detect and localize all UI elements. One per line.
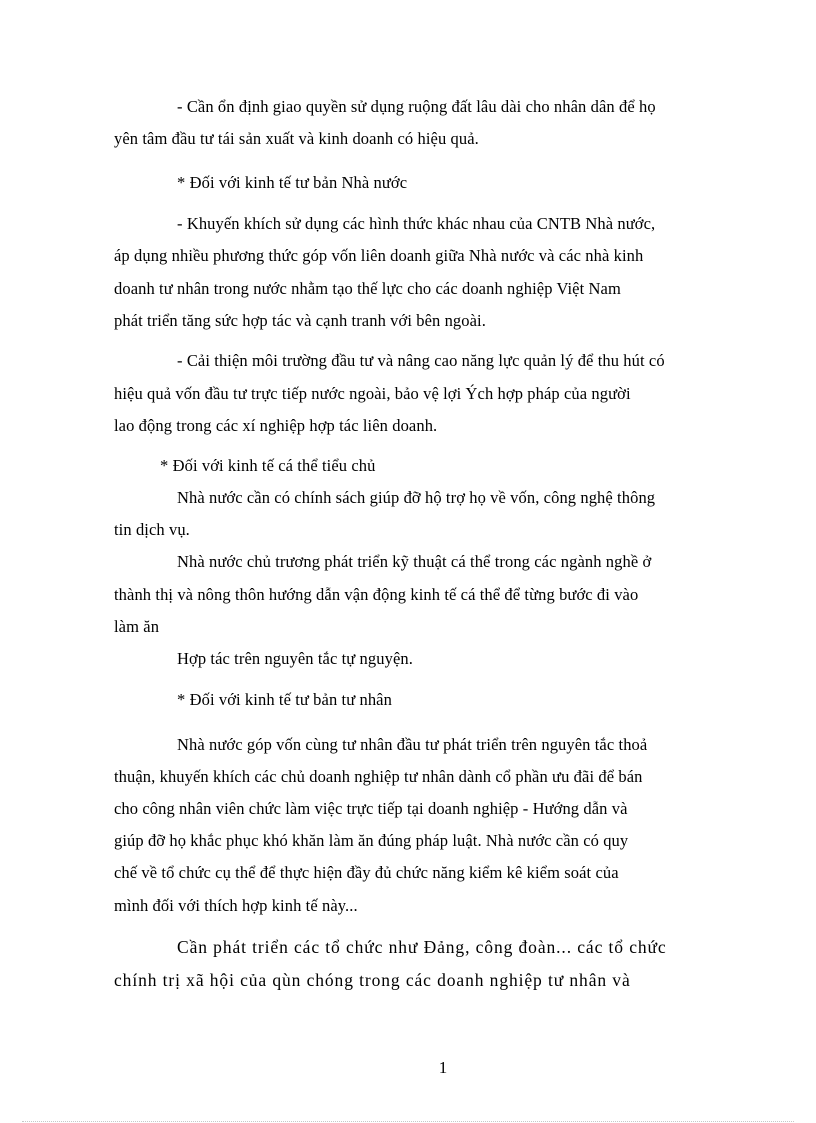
text-line: - Cần ổn định giao quyền sử dụng ruộng đất lâu dài cho nhân dân để họ [177, 97, 656, 116]
page-number: 1 [438, 1058, 448, 1077]
text-line: thuận, khuyến khích các chủ doanh nghiệp tư nhân dành cổ phần ưu đãi để bán [114, 767, 643, 786]
page-divider [22, 1121, 794, 1122]
section-heading: * Đối với kinh tế tư bản Nhà nước [177, 173, 408, 192]
text-line: tin dịch vụ. [114, 520, 190, 539]
text-line: hiệu quả vốn đầu tư trực tiếp nước ngoài, bảo vệ lợi Ých hợp pháp của người [114, 384, 631, 403]
text-line: - Cải thiện môi trường đầu tư và nâng cao năng lực quản lý để thu hút có [177, 351, 665, 370]
text-line: yên tâm đầu tư tái sản xuất và kinh doanh có hiệu quả. [114, 129, 479, 148]
section-heading: * Đối với kinh tế cá thể tiểu chủ [160, 456, 376, 475]
text-line: - Khuyến khích sử dụng các hình thức khác nhau của CNTB Nhà nước, [177, 214, 656, 233]
text-line: mình đối với thích hợp kinh tế này... [114, 896, 358, 915]
text-line: áp dụng nhiều phương thức góp vốn liên doanh giữa Nhà nước và các nhà kinh [114, 246, 644, 265]
text-line: chính trị xã hội của qùn chóng trong các doanh nghiệp tư nhân và [114, 970, 631, 990]
text-line: giúp đỡ họ khắc phục khó khăn làm ăn đúng pháp luật. Nhà nước cần có quy [114, 831, 629, 850]
text-line: lao động trong các xí nghiệp hợp tác liên doanh. [114, 416, 438, 435]
section-heading: * Đối với kinh tế tư bản tư nhân [177, 690, 392, 709]
text-line: Nhà nước cần có chính sách giúp đỡ hộ trợ họ về vốn, công nghệ thông [177, 488, 656, 507]
text-line: làm ăn [114, 617, 160, 636]
text-line: thành thị và nông thôn hướng dẫn vận động kinh tế cá thể để từng bước đi vào [114, 585, 639, 604]
text-line: chế về tổ chức cụ thể để thực hiện đầy đủ chức năng kiểm kê kiểm soát của [114, 863, 619, 882]
text-line: Hợp tác trên nguyên tắc tự nguyện. [177, 649, 413, 668]
text-line: cho công nhân viên chức làm việc trực tiếp tại doanh nghiệp - Hướng dẫn và [114, 799, 628, 818]
text-line: Nhà nước góp vốn cùng tư nhân đầu tư phát triển trên nguyên tắc thoả [177, 735, 648, 754]
text-line: Cần phát triển các tổ chức như Đảng, công đoàn... các tổ chức [177, 937, 667, 957]
text-line: Nhà nước chủ trương phát triển kỹ thuật cá thể trong các ngành nghề ở [177, 552, 652, 571]
text-line: doanh tư nhân trong nước nhằm tạo thế lực cho các doanh nghiệp Việt Nam [114, 279, 621, 298]
text-line: phát triển tăng sức hợp tác và cạnh tranh với bên ngoài. [114, 311, 486, 330]
